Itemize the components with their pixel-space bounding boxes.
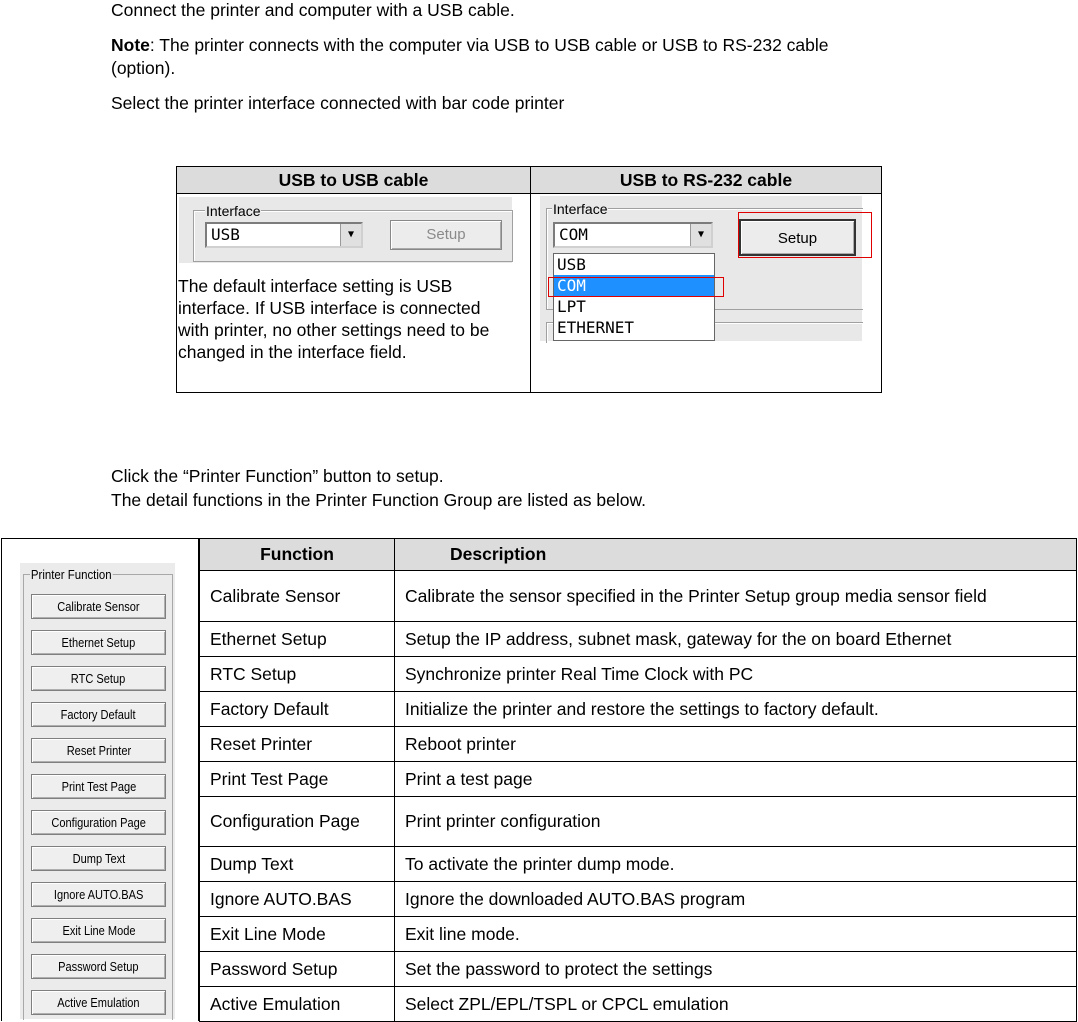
option-usb[interactable]: USB: [557, 255, 586, 274]
usb-combo-value: USB: [211, 225, 240, 244]
reset-printer-label: Reset Printer: [66, 743, 131, 758]
description-cell: Print a test page: [395, 762, 1077, 797]
printer-function-title: Printer Function: [30, 567, 112, 582]
column-divider: [530, 167, 531, 392]
description-cell: Set the password to protect the settings: [395, 952, 1077, 987]
header-description: Description: [395, 539, 1077, 571]
intro-line-3: Select the printer interface connected with bar code printer: [111, 93, 565, 113]
note-label: Note: [111, 35, 150, 55]
note-line: [111, 35, 829, 56]
table-row: [200, 882, 1077, 917]
table-row: [200, 762, 1077, 797]
com-combo-value: COM: [559, 225, 588, 244]
section2-line-2: The detail functions in the Printer Function Group are listed as below.: [111, 490, 647, 510]
description-cell: Exit line mode.: [395, 917, 1077, 952]
com-highlight-box: [548, 277, 724, 297]
function-cell: Configuration Page: [200, 797, 395, 847]
header-usb-to-rs232: USB to RS-232 cable: [531, 167, 881, 194]
option-lpt[interactable]: LPT: [557, 297, 586, 316]
dump-text-button[interactable]: [31, 846, 166, 871]
password-setup-button[interactable]: [31, 954, 166, 979]
calibrate-sensor-button[interactable]: [31, 594, 166, 619]
table-row: [200, 987, 1077, 1022]
section2-line-1: Click the “Printer Function” button to setup.: [111, 466, 444, 486]
description-cell: Setup the IP address, subnet mask, gateway for the on board Ethernet: [395, 622, 1077, 657]
table-row: [200, 571, 1077, 622]
function-cell: RTC Setup: [200, 657, 395, 692]
description-cell: To activate the printer dump mode.: [395, 847, 1077, 882]
usb-interface-combo[interactable]: [205, 222, 363, 248]
function-cell: Ethernet Setup: [200, 622, 395, 657]
function-cell: Calibrate Sensor: [200, 571, 395, 622]
interface-dropdown-list[interactable]: [553, 253, 715, 341]
option-ethernet[interactable]: ETHERNET: [557, 318, 635, 337]
function-cell: Print Test Page: [200, 762, 395, 797]
function-cell: Ignore AUTO.BAS: [200, 882, 395, 917]
exit-line-mode-label: Exit Line Mode: [61, 923, 136, 938]
com-interface-combo[interactable]: [553, 222, 713, 248]
ethernet-setup-button[interactable]: [31, 630, 166, 655]
chevron-down-icon[interactable]: ▼: [340, 224, 361, 246]
usb-description: The default interface setting is USB interface. If USB interface is connected with printer, no other settings need to be changed in the interface field.: [178, 276, 490, 362]
table-row: [200, 727, 1077, 762]
password-setup-label: Password Setup: [58, 959, 139, 974]
note-text: : The printer connects with the computer via USB to USB cable or USB to RS-232 cable: [149, 35, 829, 55]
function-cell: Active Emulation: [200, 987, 395, 1022]
table-row: [200, 797, 1077, 847]
configuration-page-label: Configuration Page: [51, 815, 146, 830]
table-row: [200, 847, 1077, 882]
rtc-setup-label: RTC Setup: [71, 671, 126, 686]
table-row: [200, 917, 1077, 952]
table-row: [200, 657, 1077, 692]
configuration-page-button[interactable]: [31, 810, 166, 835]
print-test-page-button[interactable]: [31, 774, 166, 799]
header-usb-to-usb: USB to USB cable: [177, 167, 530, 194]
table-row: [200, 692, 1077, 727]
description-cell: Synchronize printer Real Time Clock with PC: [395, 657, 1077, 692]
function-cell: Reset Printer: [200, 727, 395, 762]
description-cell: Print printer configuration: [395, 797, 1077, 847]
setup-highlight-box: [738, 212, 872, 258]
description-cell: Reboot printer: [395, 727, 1077, 762]
table-row: [200, 622, 1077, 657]
table-header-row: [200, 539, 1077, 571]
description-cell: Ignore the downloaded AUTO.BAS program: [395, 882, 1077, 917]
function-cell: Exit Line Mode: [200, 917, 395, 952]
active-emulation-button[interactable]: [31, 990, 166, 1015]
function-cell: Dump Text: [200, 847, 395, 882]
option-com[interactable]: COM: [554, 275, 714, 296]
header-function: Function: [200, 539, 395, 571]
ignore-autobas-label: Ignore AUTO.BAS: [53, 887, 144, 902]
rtc-setup-button[interactable]: [31, 666, 166, 691]
active-emulation-label: Active Emulation: [57, 995, 140, 1010]
usb-interface-group-label: Interface: [206, 203, 261, 219]
com-setup-button[interactable]: Setup: [739, 219, 856, 256]
function-cell: Factory Default: [200, 692, 395, 727]
usb-setup-button[interactable]: Setup: [390, 220, 502, 250]
exit-line-mode-button[interactable]: [31, 918, 166, 943]
com-interface-group-label: Interface: [553, 201, 608, 217]
description-cell: Initialize the printer and restore the settings to factory default.: [395, 692, 1077, 727]
description-cell: Calibrate the sensor specified in the Printer Setup group media sensor field: [395, 571, 1077, 622]
note-line-2: (option).: [111, 58, 176, 78]
table-row: [200, 952, 1077, 987]
ignore-autobas-button[interactable]: [31, 882, 166, 907]
dump-text-label: Dump Text: [72, 851, 125, 866]
intro-line-1: Connect the printer and computer with a USB cable.: [111, 0, 515, 20]
function-table: [199, 538, 1077, 1022]
factory-default-button[interactable]: [31, 702, 166, 727]
print-test-page-label: Print Test Page: [61, 779, 136, 794]
calibrate-sensor-label: Calibrate Sensor: [57, 599, 140, 614]
factory-default-label: Factory Default: [61, 707, 136, 722]
ethernet-setup-label: Ethernet Setup: [61, 635, 136, 650]
description-cell: Select ZPL/EPL/TSPL or CPCL emulation: [395, 987, 1077, 1022]
chevron-down-icon[interactable]: ▼: [690, 224, 711, 246]
reset-printer-button[interactable]: [31, 738, 166, 763]
function-cell: Password Setup: [200, 952, 395, 987]
